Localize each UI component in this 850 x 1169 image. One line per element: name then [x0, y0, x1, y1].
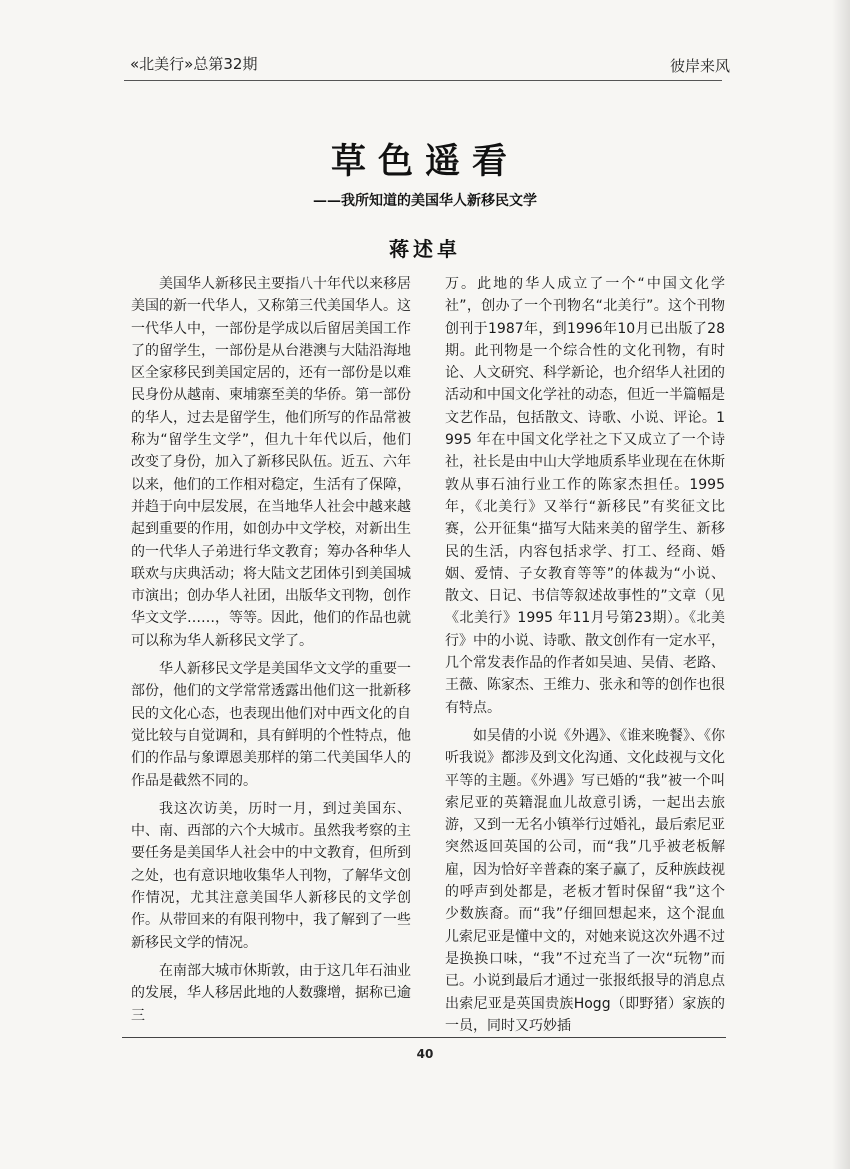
article-author: 蒋述卓 — [389, 237, 461, 261]
journal-issue-label: «北美行»总第32期 — [130, 55, 258, 73]
header-divider — [124, 80, 722, 81]
body-paragraph: 在南部大城市休斯敦，由于这几年石油业的发展，华人移居此地的人数骤增，据称已逾三 — [131, 962, 411, 1024]
footer-divider — [122, 1037, 726, 1038]
body-paragraph: 如吴倩的小说《外遇》、《谁来晚餐》、《你听我说》都涉及到文化沟通、文化歧视与文化平等的主题。《外遇》写已婚的“我”被一个叫索尼亚的英籍混血儿故意引诱，一起出去旅游，又到一无名小镇举行过婚礼，最后索尼亚突然返回英国的公司，而“我”几乎被老板解雇，因为恰好辛普森的案子赢了，反种族歧视的呼声到处都是，老板才暂时保留“我”这个少数族裔。而“我”仔细回想起来，这个混血儿索尼亚是懂中文的，对她来说这次外遇不过是换换口味，“我”不过充当了一次“玩物”而已。小说到最后才通过一张报纸报导的消息点出索尼亚是英国贵族Hogg（即野猪）家族的一员，同时又巧妙插 — [445, 727, 725, 1034]
body-paragraph: 美国华人新移民主要指八十年代以来移居美国的新一代华人，又称第三代美国华人。这一代华人中，一部份是学成以后留居美国工作了的留学生，一部份是从台港澳与大陆沿海地区全家移民到美国定居的，还有一部份是以难民身份从越南、柬埔寨至美的华侨。第一部份的华人，过去是留学生，他们所写的作品常被称为“留学生文学”，但九十年代以后，他们改变了身份，加入了新移民队伍。近五、六年以来，他们的工作相对稳定，生活有了保障，并趋于向中层发展，在当地华人社会中越来越起到重要的作用，如创办中文学校，对新出生的一代华人子弟进行华文教育；筹办各种华人联欢与庆典活动；将大陆文艺团体引到美国城市演出；创办华人社团，出版华文刊物，创作华文文学……，等等。因此，他们的作品也就可以称为华人新移民文学了。 — [131, 276, 411, 649]
body-column-left — [131, 273, 411, 1033]
body-paragraph: 我这次访美，历时一月，到过美国东、中、南、西部的六个大城市。虽然我考察的主要任务是美国华人社会中的中文教育，但所到之处，也有意识地收集华人刊物，了解华文创作情况，尤其注意美国华人新移民的文学创作。从带回来的有限刊物中，我了解到了一些新移民文学的情况。 — [131, 800, 411, 951]
article-title: 草色遥看 — [330, 141, 519, 182]
page-number: 40 — [416, 1047, 434, 1061]
body-column-right — [445, 273, 725, 1043]
body-paragraph: 万。此地的华人成立了一个“中国文化学社”，创办了一个刊物名“北美行”。这个刊物创刊于1987年，到1996年10月已出版了28期。此刊物是一个综合性的文化刊物，有时论、人文研究、科学新论，也介绍华人社团的活动和中国文化学社的动态，但近一半篇幅是文艺作品，包括散文、诗歌、小说、评论。1995 年在中国文化学社之下又成立了一个诗社，社长是由中山大学地质系毕业现在在休斯敦从事石油行业工作的陈家杰担任。1995 年，《北美行》又举行“新移民”有奖征文比赛，公开征集“描写大陆来美的留学生、新移民的生活，内容包括求学、打工、经商、婚姻、爱情、子女教育等等”的体裁为“小说、散文、日记、书信等叙述故事性的”文章（见《北美行》1995 年11月号第23期）。《北美行》中的小说、诗歌、散文创作有一定水平，几个常发表作品的作者如吴迪、吴倩、老路、王薇、陈家杰、王维力、张永和等的创作也很有特点。 — [445, 276, 725, 716]
article-subtitle: ——我所知道的美国华人新移民文学 — [313, 193, 537, 209]
section-label: 彼岸来风 — [669, 57, 730, 75]
body-paragraph: 华人新移民文学是美国华文文学的重要一部份，他们的文学常常透露出他们这一批新移民的文化心态，也表现出他们对中西文化的自觉比较与自觉调和，具有鲜明的个性特点，他们的作品与象谭恩美那样的第二代美国华人的作品是截然不同的。 — [131, 661, 411, 789]
